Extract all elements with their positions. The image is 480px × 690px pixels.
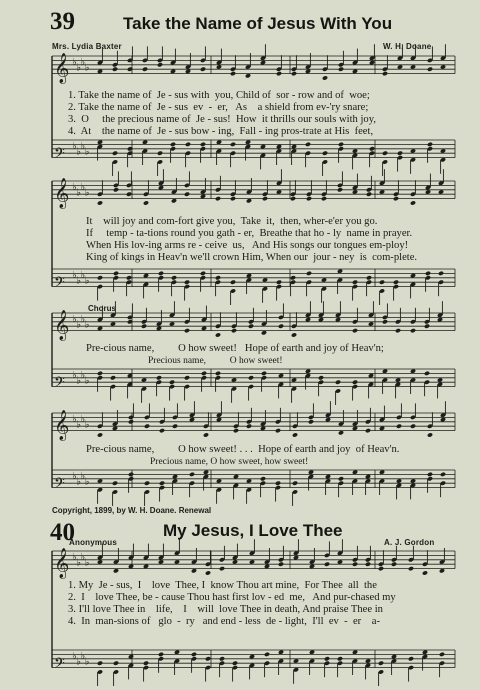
treble-clef-icon: 𝄞 — [54, 178, 70, 209]
note-icon — [352, 328, 358, 333]
flat-icon: ♭ — [80, 57, 86, 69]
verse-line: 2. Take the name of Je - sus ev - er, As a shield from ev-'ry snare; — [68, 102, 369, 113]
note-icon — [440, 472, 446, 477]
note-icon — [200, 142, 206, 147]
note-icon — [425, 271, 431, 276]
note-icon — [184, 280, 190, 285]
note-icon — [113, 661, 119, 666]
flat-icon: ♭ — [84, 557, 90, 569]
note-icon — [322, 151, 328, 156]
note-icon — [113, 187, 119, 192]
note-icon — [438, 271, 444, 276]
flat-icon: ♭ — [72, 414, 77, 426]
flat-icon: ♭ — [76, 319, 81, 331]
verse-line: 3. O the precious name of Je - sus! How it thrills our souls with joy, — [68, 114, 376, 125]
note-icon — [97, 371, 103, 376]
verse-line: 1. My Je - sus, I love Thee, I know Thou art mine, For Thee all the — [68, 580, 377, 591]
note-icon — [291, 332, 297, 337]
note-icon — [128, 419, 134, 424]
flat-icon: ♭ — [76, 656, 81, 668]
note-icon — [410, 424, 416, 429]
flat-icon: ♭ — [84, 375, 90, 387]
flat-icon: ♭ — [72, 552, 77, 564]
bass-clef-icon: 𝄢 — [54, 655, 65, 676]
note-icon — [219, 566, 225, 571]
note-icon — [379, 280, 385, 285]
note-icon — [305, 142, 311, 147]
note-icon — [378, 566, 384, 571]
note-icon — [219, 656, 225, 661]
note-icon — [366, 192, 372, 197]
note-icon — [391, 562, 397, 567]
flat-icon: ♭ — [84, 656, 90, 668]
verse-line: If temp - ta-tions round you gath - er, Breathe that ho - ly name in prayer. — [86, 228, 413, 239]
note-icon — [113, 271, 119, 276]
note-icon — [278, 562, 284, 567]
note-icon — [200, 271, 206, 276]
treble-clef-icon: 𝄞 — [54, 310, 70, 341]
note-icon — [306, 271, 312, 276]
note-icon — [261, 371, 267, 376]
note-icon — [427, 432, 433, 437]
flat-icon: ♭ — [72, 651, 77, 663]
hymn-number: 39 — [50, 8, 75, 35]
note-icon — [232, 661, 238, 666]
note-icon — [170, 142, 176, 147]
verse-line: King of kings in Heav'n we'll crown Him, When our jour - ney is com-plete. — [86, 252, 418, 263]
lyricist-credit: Anonymous — [69, 538, 118, 547]
note-icon — [191, 652, 197, 657]
note-icon — [366, 275, 372, 280]
bass-clef-icon: 𝄢 — [54, 274, 65, 295]
note-icon — [337, 656, 343, 661]
note-icon — [246, 424, 252, 429]
note-icon — [205, 656, 211, 661]
note-icon — [291, 71, 297, 76]
flat-icon: ♭ — [72, 182, 77, 194]
note-icon — [128, 472, 134, 477]
note-icon — [157, 151, 163, 156]
chorus-line: Pre-cious name, O how sweet! Hope of earth and joy of Heav'n; — [86, 343, 384, 354]
note-icon — [112, 481, 118, 486]
flat-icon: ♭ — [76, 275, 81, 287]
note-icon — [324, 562, 330, 567]
flat-icon: ♭ — [84, 187, 90, 199]
note-icon — [410, 200, 416, 205]
note-icon — [427, 67, 433, 72]
flat-icon: ♭ — [84, 62, 90, 74]
note-icon — [439, 652, 445, 657]
note-icon — [408, 656, 414, 661]
note-icon — [292, 481, 298, 486]
chorus-line: Pre-cious name, O how sweet! . . . Hope of earth and joy of Heav'n. — [86, 444, 400, 455]
hymn-title: Take the Name of Jesus With You — [123, 14, 393, 33]
note-icon — [144, 424, 150, 429]
note-icon — [205, 570, 211, 575]
note-icon — [97, 200, 103, 205]
note-icon — [382, 151, 388, 156]
note-icon — [369, 146, 375, 151]
bass-clef-icon: 𝄢 — [54, 145, 65, 166]
verse-line: 3. I'll love Thee in life, I will love Thee in death, And praise Thee in — [68, 604, 383, 615]
flat-icon: ♭ — [80, 270, 86, 282]
flat-icon: ♭ — [72, 471, 77, 483]
hymn-number: 40 — [50, 519, 75, 546]
note-icon — [306, 196, 312, 201]
flat-icon: ♭ — [76, 146, 81, 158]
note-icon — [215, 275, 221, 280]
chorus-alto-line: Precious name, O how sweet, how sweet! — [150, 457, 309, 467]
note-icon — [308, 419, 314, 424]
note-icon — [189, 472, 195, 477]
note-icon — [260, 476, 266, 481]
composer-credit: A. J. Gordon — [384, 538, 435, 547]
note-icon — [172, 424, 178, 429]
flat-icon: ♭ — [80, 314, 86, 326]
flat-icon: ♭ — [76, 557, 81, 569]
verse-line: 4. At the name of Je - sus bow - ing, Fall - ing pros-trate at His feet, — [68, 126, 374, 137]
flat-icon: ♭ — [80, 471, 86, 483]
note-icon — [184, 375, 190, 380]
note-icon — [230, 196, 236, 201]
flat-icon: ♭ — [84, 476, 90, 488]
note-icon — [338, 67, 344, 72]
note-icon — [112, 151, 118, 156]
note-icon — [169, 380, 175, 385]
note-icon — [337, 187, 343, 192]
treble-clef-icon: 𝄞 — [54, 410, 70, 441]
note-icon — [171, 275, 177, 280]
flat-icon: ♭ — [72, 314, 77, 326]
note-icon — [97, 661, 103, 666]
note-icon — [352, 380, 358, 385]
note-icon — [126, 275, 132, 280]
flat-icon: ♭ — [72, 141, 77, 153]
note-icon — [158, 652, 164, 657]
flat-icon: ♭ — [84, 146, 90, 158]
verse-line: 4. In man-sions of glo - ry and end - less de - light, I'll ev - er a- — [68, 616, 380, 627]
flat-icon: ♭ — [76, 419, 81, 431]
note-icon — [126, 192, 132, 197]
note-icon — [397, 151, 403, 156]
note-icon — [156, 375, 162, 380]
note-icon — [143, 200, 149, 205]
hymn-title: My Jesus, I Love Thee — [163, 521, 343, 540]
note-icon — [393, 280, 399, 285]
note-icon — [233, 428, 239, 433]
note-icon — [110, 375, 116, 380]
note-icon — [424, 324, 430, 329]
note-icon — [290, 196, 296, 201]
note-icon — [143, 661, 149, 666]
treble-clef-icon: 𝄞 — [54, 53, 70, 84]
flat-icon: ♭ — [80, 182, 86, 194]
chorus-label: Chorus — [88, 304, 116, 313]
note-icon — [97, 432, 103, 437]
note-icon — [230, 280, 236, 285]
note-icon — [231, 328, 237, 333]
note-icon — [352, 562, 358, 567]
chorus-alto-line: Precious name, O how sweet! — [148, 356, 283, 366]
verse-line: 2. I love Thee, be - cause Thou hast first lov - ed me, And pur-chased my — [68, 592, 396, 603]
note-icon — [324, 656, 330, 661]
note-icon — [275, 428, 281, 433]
note-icon — [248, 324, 254, 329]
note-icon — [158, 271, 164, 276]
note-icon — [262, 196, 268, 201]
flat-icon: ♭ — [80, 552, 86, 564]
note-icon — [97, 275, 103, 280]
flat-icon: ♭ — [76, 375, 81, 387]
note-icon — [278, 324, 284, 329]
note-icon — [408, 566, 414, 571]
flat-icon: ♭ — [84, 275, 90, 287]
flat-icon: ♭ — [80, 414, 86, 426]
note-icon — [365, 562, 371, 567]
note-icon — [142, 67, 148, 72]
note-icon — [422, 570, 428, 575]
note-icon — [276, 280, 282, 285]
note-icon — [382, 319, 388, 324]
note-icon — [335, 380, 341, 385]
note-icon — [157, 62, 163, 67]
note-icon — [318, 375, 324, 380]
note-icon — [427, 472, 433, 477]
note-icon — [338, 142, 344, 147]
flat-icon: ♭ — [80, 651, 86, 663]
note-icon — [290, 275, 296, 280]
note-icon — [410, 328, 416, 333]
note-icon — [395, 328, 401, 333]
note-icon — [322, 75, 328, 80]
note-icon — [159, 481, 165, 486]
note-icon — [382, 71, 388, 76]
treble-clef-icon: 𝄞 — [54, 548, 70, 579]
note-icon — [215, 196, 221, 201]
note-icon — [230, 142, 236, 147]
bass-clef-icon: 𝄢 — [54, 475, 65, 496]
note-icon — [215, 371, 221, 376]
note-icon — [338, 476, 344, 481]
flat-icon: ♭ — [80, 141, 86, 153]
note-icon — [275, 481, 281, 486]
verse-line: When His lov-ing arms re - ceive us, And His songs our tongues em-ploy! — [86, 240, 409, 251]
bass-clef-icon: 𝄢 — [54, 374, 65, 395]
flat-icon: ♭ — [80, 370, 86, 382]
note-icon — [141, 324, 147, 329]
note-icon — [427, 142, 433, 147]
flat-icon: ♭ — [72, 270, 77, 282]
flat-icon: ♭ — [72, 57, 77, 69]
note-icon — [424, 371, 430, 376]
flat-icon: ♭ — [76, 187, 81, 199]
note-icon — [248, 375, 254, 380]
note-icon — [264, 652, 270, 657]
note-icon — [184, 192, 190, 197]
lyricist-credit: Mrs. Lydia Baxter — [52, 42, 122, 51]
note-icon — [144, 481, 150, 486]
verse-line: It will joy and com-fort give you, Take it, then, wher-e'er you go. — [86, 216, 378, 227]
verse-line: 1. Take the name of Je - sus with you, Child of sor - row and of woe; — [68, 90, 370, 101]
note-icon — [203, 432, 209, 437]
note-icon — [365, 428, 371, 433]
flat-icon: ♭ — [76, 62, 81, 74]
note-icon — [184, 328, 190, 333]
note-icon — [230, 71, 236, 76]
flat-icon: ♭ — [84, 419, 90, 431]
note-icon — [215, 332, 221, 337]
flat-icon: ♭ — [84, 319, 90, 331]
copyright-note: Copyright, 1899, by W. H. Doane. Renewal — [52, 506, 212, 515]
note-icon — [378, 661, 384, 666]
note-icon — [292, 432, 298, 437]
composer-credit: W. H. Doane — [383, 42, 432, 51]
note-icon — [200, 67, 206, 72]
note-icon — [185, 142, 191, 147]
note-icon — [321, 196, 327, 201]
note-icon — [393, 196, 399, 201]
note-icon — [112, 67, 118, 72]
note-icon — [201, 371, 207, 376]
flat-icon: ♭ — [72, 370, 77, 382]
note-icon — [396, 424, 402, 429]
flat-icon: ♭ — [76, 476, 81, 488]
note-icon — [276, 71, 282, 76]
note-icon — [352, 280, 358, 285]
note-icon — [159, 428, 165, 433]
